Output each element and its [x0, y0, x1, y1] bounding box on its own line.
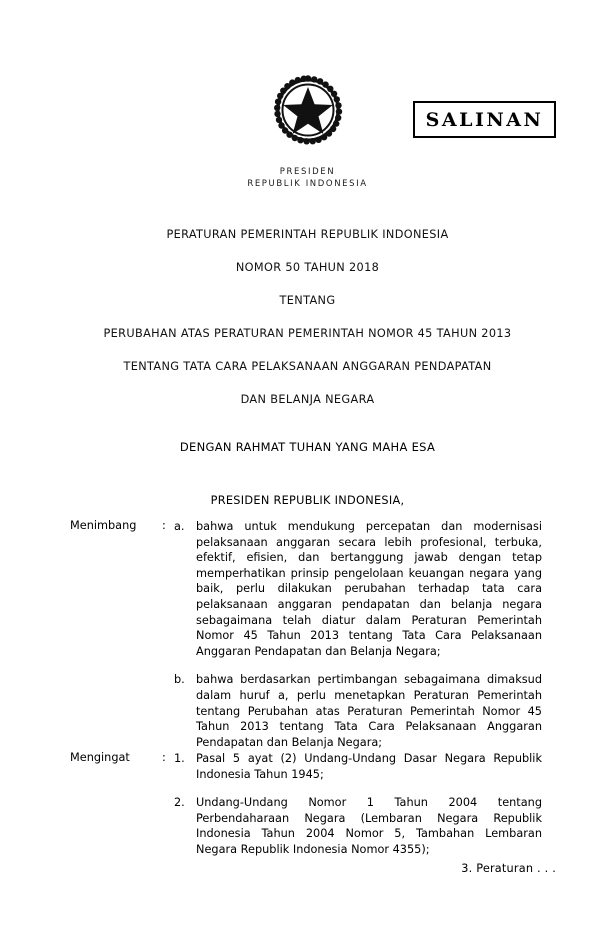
mengingat-colon: : — [162, 751, 166, 764]
emblem-caption — [0, 166, 615, 190]
salinan-stamp-label: SALINAN — [425, 108, 544, 131]
emblem-caption-line-1: PRESIDEN — [279, 167, 336, 177]
title-line-tentang: TENTANG — [279, 294, 336, 307]
mengingat-item-marker: 2. — [174, 796, 185, 810]
continuation-note: 3. Peraturan . . . — [461, 862, 556, 875]
mengingat-item-text: Undang-Undang Nomor 1 Tahun 2004 tentang Perbendaharaan Negara (Lembaran Negara Republik Indonesia Tahun 2004 Nomor 5, Tambahan Lembaran Negara Republik Indonesia Nomor 4355); — [196, 796, 542, 856]
menimbang-item-text: bahwa untuk mendukung percepatan dan modernisasi pelaksanaan anggaran secara lebih profesional, terbuka, efektif, efisien, dan bertanggung jawab dengan tetap memperhatikan prinsip pengelolaan keuangan negara yang baik, perlu dilakukan perubahan terhadap tata cara pelaksanaan anggaran pendapatan dan belanja negara sebagaimana telah diatur dalam Peraturan Pemerintah Nomor 45 Tahun 2013 tentang Tata Cara Pelaksanaan Anggaran Pendapatan dan Belanja Negara; — [196, 520, 542, 658]
document-title-block — [0, 228, 615, 406]
title-line-subject-1: PERUBAHAN ATAS PERATURAN PEMERINTAH NOMOR 45 TAHUN 2013 — [103, 327, 512, 340]
mengingat-item — [174, 795, 542, 857]
mengingat-keyword: Mengingat — [70, 751, 130, 764]
salinan-stamp — [413, 101, 556, 138]
mengingat-item-text: Pasal 5 ayat (2) Undang-Undang Dasar Negara Republik Indonesia Tahun 1945; — [196, 752, 542, 781]
mengingat-items — [174, 751, 542, 858]
title-line-subject-2: TENTANG TATA CARA PELAKSANAAN ANGGARAN PENDAPATAN — [123, 360, 492, 373]
menimbang-clause — [70, 519, 542, 750]
menimbang-item-text: bahwa berdasarkan pertimbangan sebagaimana dimaksud dalam huruf a, perlu menetapkan Peraturan Pemerintah tentang Perubahan atas Peraturan Pemerintah Nomor 45 Tahun 2013 tentang Tata Cara Pelaksanaan Anggaran Pendapatan dan Belanja Negara; — [196, 673, 542, 749]
menimbang-item-marker: a. — [174, 520, 185, 533]
star-emblem-icon — [272, 74, 344, 146]
menimbang-item-marker: b. — [174, 673, 185, 687]
mengingat-item-marker: 1. — [174, 752, 185, 765]
mengingat-clause — [70, 751, 542, 858]
authority-line: PRESIDEN REPUBLIK INDONESIA, — [210, 494, 405, 507]
menimbang-colon: : — [162, 519, 166, 532]
emblem-caption-line-2: REPUBLIK INDONESIA — [247, 179, 368, 189]
menimbang-items — [174, 519, 542, 750]
menimbang-item — [174, 672, 542, 750]
menimbang-item — [174, 519, 542, 659]
menimbang-keyword: Menimbang — [70, 519, 137, 532]
blessing-line: DENGAN RAHMAT TUHAN YANG MAHA ESA — [179, 440, 436, 454]
mengingat-item — [174, 751, 542, 782]
title-line-number: NOMOR 50 TAHUN 2018 — [235, 261, 380, 274]
title-line-subject-3: DAN BELANJA NEGARA — [240, 393, 375, 406]
title-line-regulation: PERATURAN PEMERINTAH REPUBLIK INDONESIA — [166, 228, 449, 241]
